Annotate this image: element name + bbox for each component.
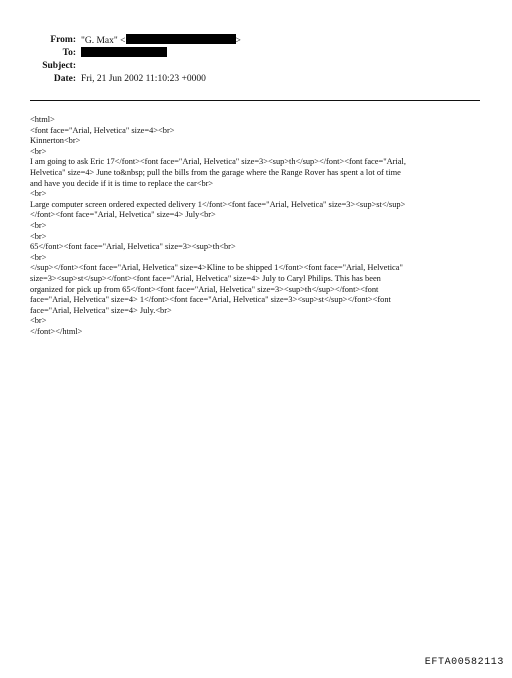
email-header — [30, 34, 480, 86]
date-label: Date: — [53, 74, 76, 84]
body-line: <br> — [30, 220, 47, 230]
body-line: <font face="Arial, Helvetica" size=4><br> — [30, 125, 175, 135]
body-line: Kinnerton<br> — [30, 136, 81, 146]
body-line: I am going to ask Eric 17</font><font face="Arial, Helvetica" size=3><sup>th</sup></font><font face="Arial, — [30, 157, 406, 167]
from-value: "G. Max" < — [81, 36, 126, 46]
body-line: <br> — [30, 189, 47, 199]
body-line: Large computer screen ordered expected delivery 1</font><font face="Arial, Helvetica" size=3><sup>st</sup> — [30, 199, 406, 209]
body-line: face="Arial, Helvetica" size=4> July.<br> — [30, 305, 172, 315]
body-line: organized for pick up from 65</font><font face="Arial, Helvetica" size=3><sup>th</sup></font><font — [30, 284, 379, 294]
body-line: 65</font><font face="Arial, Helvetica" size=3><sup>th<br> — [30, 242, 236, 252]
from-tail: > — [235, 36, 241, 46]
redaction-box — [81, 47, 167, 57]
body-line: and have you decide if it is time to replace the car<br> — [30, 178, 214, 188]
subject-label: Subject: — [42, 61, 76, 71]
body-line: <html> — [30, 115, 55, 124]
body-line: size=3><sup>st</sup></font><font face="Arial, Helvetica" size=4> July to Caryl Philips. This has been — [30, 273, 381, 283]
header-divider — [30, 100, 480, 101]
body-line: <br> — [30, 146, 47, 156]
body-line: </font><font face="Arial, Helvetica" size=4> July<br> — [30, 210, 216, 220]
to-label: To: — [62, 48, 76, 58]
body-line: <br> — [30, 316, 47, 326]
body-line: <br> — [30, 231, 47, 241]
to-row — [30, 47, 480, 60]
body-line: <br> — [30, 252, 47, 262]
bates-number: EFTA00582113 — [424, 657, 504, 668]
body-line: Helvetica" size=4> June to&nbsp; pull the bills from the garage where the Range Rover has spent a lot of time — [30, 167, 401, 177]
body-line: face="Arial, Helvetica" size=4> 1</font><font face="Arial, Helvetica" size=3><sup>st</sup></font><font — [30, 295, 391, 305]
body-line: </font></html> — [30, 326, 83, 336]
from-row — [30, 34, 480, 47]
body-line: </sup></font><font face="Arial, Helvetica" size=4>Kline to be shipped 1</font><font face="Arial, Helvetica" — [30, 263, 403, 273]
email-body — [30, 115, 482, 337]
redaction-box — [126, 34, 236, 44]
from-label: From: — [50, 35, 76, 45]
date-value: Fri, 21 Jun 2002 11:10:23 +0000 — [81, 74, 206, 84]
subject-row — [30, 60, 480, 73]
date-row — [30, 73, 480, 86]
